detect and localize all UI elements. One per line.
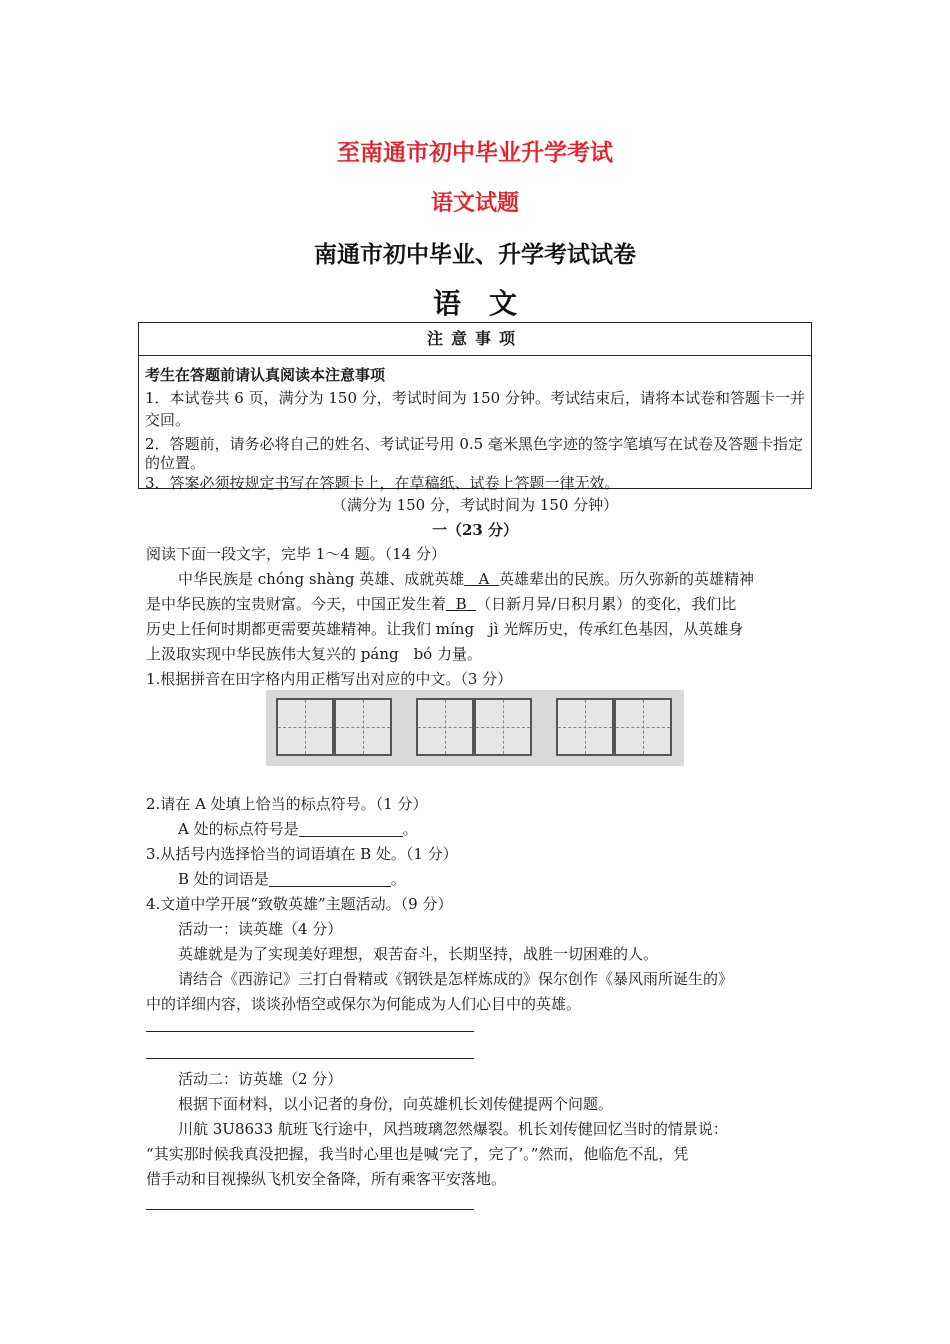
notice-box: [138, 322, 812, 492]
question-2: 2.请在 A 处填上恰当的标点符号。（1 分）: [146, 795, 428, 813]
passage-line-1: [178, 568, 754, 590]
passage-text: 是中华民族的宝贵财富。今天，中国正发生着: [146, 595, 447, 613]
answer-blank-a[interactable]: [299, 820, 403, 837]
exam-title: 至南通市初中毕业升学考试: [337, 140, 613, 166]
notice-item-3: 3．答案必须按规定书写在答题卡上，在草稿纸、试卷上答题一律无效。: [145, 474, 620, 492]
question-2-answer: [178, 818, 418, 840]
activity-1-text: 英雄就是为了实现美好理想，艰苦奋斗，长期坚持，战胜一切困难的人。: [178, 945, 659, 963]
notice-item-1: 1．本试卷共 6 页，满分为 150 分，考试时间为 150 分钟。考试结束后，请将本试卷和答题卡一并交回。: [145, 389, 805, 429]
exam-subtitle: 语文试题: [430, 191, 519, 216]
activity-1-prompt-cont: 中的详细内容，谈谈孙悟空或保尔为何能成为人们心目中的英雄。: [146, 995, 582, 1013]
passage-text: 英雄辈出的民族。历久弥新的英雄精神: [498, 570, 754, 588]
mark-b: [446, 595, 476, 613]
mark-b-label: B: [455, 595, 467, 613]
tianzige-cell[interactable]: [474, 698, 532, 756]
answer-line[interactable]: [146, 1058, 474, 1059]
passage-intro: 阅读下面一段文字，完毕 1～4 题。（14 分）: [146, 545, 446, 563]
section-heading: 一（23 分）: [431, 521, 519, 539]
notice-heading: 注意事项: [139, 323, 811, 356]
subject-title: 语 文: [432, 287, 517, 320]
activity-2-material-end: 借手动和目视操纵飞机安全备降，所有乘客平安落地。: [146, 1170, 507, 1188]
passage-line-4: 上汲取实现中华民族伟大复兴的 páng bó 力量。: [146, 645, 482, 663]
tianzige-cell[interactable]: [556, 698, 614, 756]
question-4: 4.文道中学开展“致敬英雄”主题活动。（9 分）: [146, 895, 453, 913]
tianzige-cell[interactable]: [416, 698, 474, 756]
period: 。: [402, 820, 418, 838]
passage-text: 中华民族是 chóng shàng 英雄、成就英雄: [178, 570, 465, 588]
activity-2-material-cont: “其实那时候我真没把握，我当时心里也是喊‘完了，完了’。”然而，他临危不乱，凭: [146, 1145, 689, 1163]
question-3: 3.从括号内选择恰当的词语填在 B 处。（1 分）: [146, 845, 458, 863]
paper-title: 南通市初中毕业、升学考试试卷: [314, 242, 636, 268]
activity-2-title: 活动二：访英雄（2 分）: [178, 1070, 343, 1088]
passage-line-3: 历史上任何时期都更需要英雄精神。让我们 míng jì 光辉历史，传承红色基因，从英雄身: [146, 620, 744, 638]
activity-2-prompt: 根据下面材料，以小记者的身份，向英雄机长刘传健提两个问题。: [178, 1095, 614, 1113]
activity-2-material: 川航 3U8633 航班飞行途中，风挡玻璃忽然爆裂。机长刘传健回忆当时的情景说：: [178, 1120, 728, 1138]
passage-line-2: [146, 593, 736, 615]
notice-subheading: 考生在答题前请认真阅读本注意事项: [145, 366, 386, 384]
notice-item-2: 2．答题前，请务必将自己的姓名、考试证号用 0.5 毫米黑色字迹的签字笔填写在试卷及答题卡指定的位置。: [145, 435, 803, 472]
period: 。: [390, 870, 406, 888]
answer-prompt: B 处的词语是: [178, 870, 269, 888]
question-1: 1.根据拼音在田字格内用正楷写出对应的中文。（3 分）: [146, 670, 513, 688]
tianzige-cell[interactable]: [334, 698, 392, 756]
activity-1-prompt: 请结合《西游记》三打白骨精或《钢铁是怎样炼成的》保尔创作《暴风雨所诞生的》: [178, 970, 734, 988]
mark-a: [464, 570, 499, 588]
mark-a-label: A: [478, 570, 490, 588]
answer-line[interactable]: [146, 1031, 474, 1032]
tianzige-grid: [266, 690, 684, 766]
activity-1-title: 活动一：读英雄（4 分）: [178, 920, 343, 938]
score-time: （满分为 150 分，考试时间为 150 分钟）: [331, 496, 619, 514]
answer-line[interactable]: [146, 1209, 474, 1210]
tianzige-cell[interactable]: [276, 698, 334, 756]
tianzige-cell[interactable]: [614, 698, 672, 756]
answer-prompt: A 处的标点符号是: [178, 820, 299, 838]
question-3-answer: [178, 868, 406, 890]
answer-blank-b[interactable]: [269, 870, 391, 887]
passage-text: （日新月异/日积月累）的变化，我们比: [476, 595, 737, 613]
